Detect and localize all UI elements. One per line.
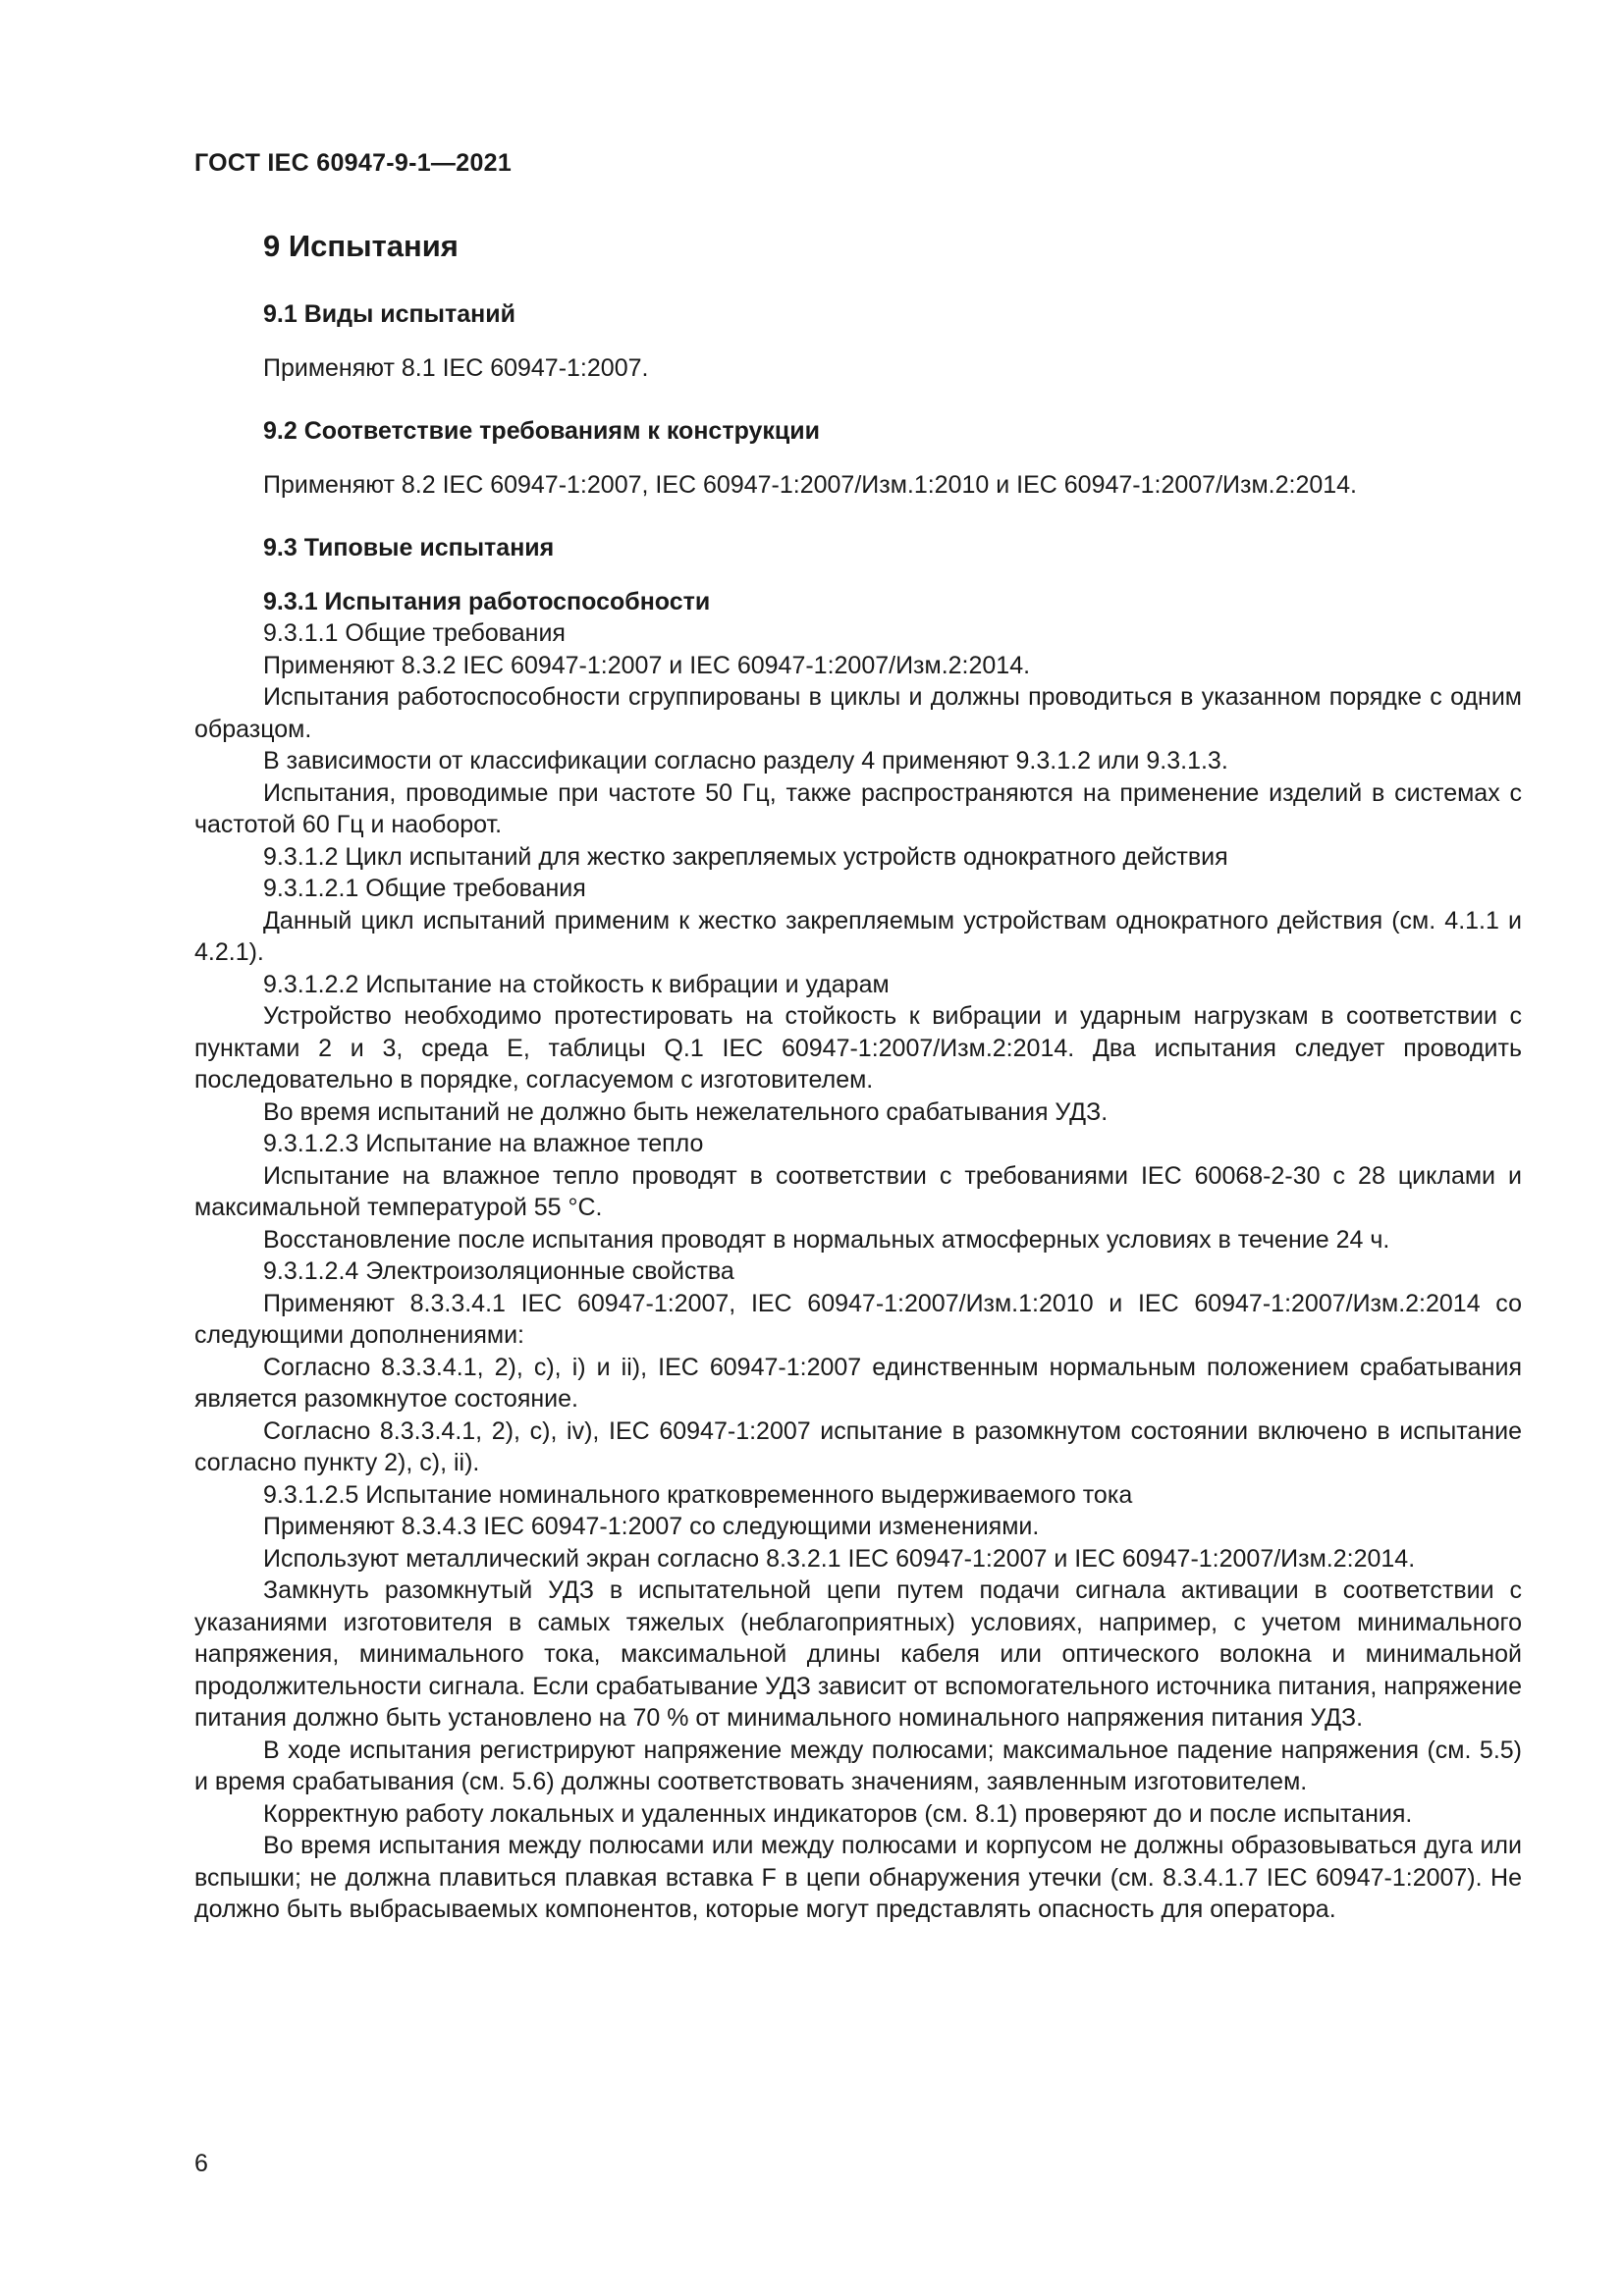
paragraph: 9.3.1.2.3 Испытание на влажное тепло	[263, 1130, 704, 1158]
paragraph: Корректную работу локальных и удаленных индикаторов (см. 8.1) проверяют до и после испытания.	[263, 1799, 1413, 1828]
paragraph: 9.3.1.2 Цикл испытаний для жестко закрепляемых устройств однократного действия	[263, 842, 1228, 871]
subsection-9-1-title: 9.1 Виды испытаний	[263, 300, 515, 329]
paragraph: Во время испытаний не должно быть нежелательного срабатывания УДЗ.	[263, 1097, 1109, 1126]
paragraph: Применяют 8.3.3.4.1 IEC 60947-1:2007, IEC 60947-1:2007/Изм.1:2010 и IEC 60947-1:2007/Изм.2:2014 со следующими дополнениями:	[194, 1289, 1522, 1350]
subsection-9-2-title: 9.2 Соответствие требованиям к конструкции	[263, 417, 821, 446]
paragraph: Используют металлический экран согласно 8.3.2.1 IEC 60947-1:2007 и IEC 60947-1:2007/Изм.2:2014.	[263, 1544, 1416, 1573]
subsection-9-2-text: Применяют 8.2 IEC 60947-1:2007, IEC 60947-1:2007/Изм.1:2010 и IEC 60947-1:2007/Изм.2:2014.	[263, 470, 1358, 499]
paragraph: Данный цикл испытаний применим к жестко закрепляемым устройствам однократного действия (см. 4.1.1 и 4.2.1).	[194, 906, 1522, 967]
paragraph: Испытания, проводимые при частоте 50 Гц, также распространяются на применение изделий в системах с частотой 60 Гц и наоборот.	[194, 778, 1522, 839]
paragraph: Испытание на влажное тепло проводят в соответствии с требованиями IEC 60068-2-30 с 28 циклами и максимальной температурой 55 °C.	[194, 1161, 1522, 1222]
paragraph: В ходе испытания регистрируют напряжение между полюсами; максимальное падение напряжения (см. 5.5) и время срабатывания (см. 5.6) должны соответствовать значениям, заявленным изготовителем.	[194, 1735, 1522, 1796]
paragraph: 9.3.1.2.2 Испытание на стойкость к вибрации и ударам	[263, 970, 890, 998]
page-number: 6	[194, 2150, 208, 2177]
paragraph: Устройство необходимо протестировать на стойкость к вибрации и ударным нагрузкам в соответствии с пунктами 2 и 3, среда E, таблицы Q.1 IEC 60947-1:2007/Изм.2:2014. Два испытания следует проводить последовательно в порядке, согласуемом с изготовителем.	[194, 1002, 1522, 1095]
paragraph: В зависимости от классификации согласно разделу 4 применяют 9.3.1.2 или 9.3.1.3.	[263, 747, 1228, 775]
paragraph: Применяют 8.3.4.3 IEC 60947-1:2007 со следующими изменениями.	[263, 1513, 1040, 1541]
paragraph: 9.3.1.1 Общие требования	[263, 619, 566, 648]
paragraph: Испытания работоспособности сгруппированы в циклы и должны проводиться в указанном порядке с одним образцом.	[194, 683, 1522, 743]
paragraph: Во время испытания между полюсами или между полюсами и корпусом не должны образовываться дуга или вспышки; не должна плавиться плавкая вставка F в цепи обнаружения утечки (см. 8.3.4.1.7 IEC 60947-1:2007). Не должно быть выбрасываемых компонентов, которые могут представлять опасность для оператора.	[194, 1832, 1522, 1924]
paragraph: 9.3.1.2.1 Общие требования	[263, 875, 586, 903]
subsection-9-3-1-title: 9.3.1 Испытания работоспособности	[263, 587, 711, 615]
paragraph: Согласно 8.3.3.4.1, 2), c), iv), IEC 60947-1:2007 испытание в разомкнутом состоянии включено в испытание согласно пункту 2), c), ii).	[194, 1416, 1522, 1477]
paragraph: Согласно 8.3.3.4.1, 2), c), i) и ii), IEC 60947-1:2007 единственным нормальным положением срабатывания является разомкнутое состояние.	[194, 1353, 1522, 1414]
paragraph: Восстановление после испытания проводят в нормальных атмосферных условиях в течение 24 ч.	[263, 1225, 1390, 1254]
section-title: 9 Испытания	[263, 229, 459, 263]
subsection-9-3-title: 9.3 Типовые испытания	[263, 534, 555, 562]
paragraph: Замкнуть разомкнутый УДЗ в испытательной цепи путем подачи сигнала активации в соответствии с указаниями изготовителя в самых тяжелых (неблагоприятных) условиях, например, с учетом минимального напряжения, минимального тока, максимальной длины кабеля или оптического волокна и минимальной продолжительности сигнала. Если срабатывание УДЗ зависит от вспомогательного источника питания, напряжение питания должно быть установлено на 70 % от минимального номинального напряжения питания УДЗ.	[194, 1576, 1522, 1733]
subsection-9-3-1-body	[194, 617, 1522, 1926]
paragraph: 9.3.1.2.4 Электроизоляционные свойства	[263, 1257, 734, 1286]
subsection-9-1-text: Применяют 8.1 IEC 60947-1:2007.	[263, 353, 649, 382]
document-code-header: ГОСТ IEC 60947-9-1—2021	[194, 149, 513, 177]
paragraph: Применяют 8.3.2 IEC 60947-1:2007 и IEC 60947-1:2007/Изм.2:2014.	[263, 651, 1031, 679]
document-body	[194, 228, 1522, 1926]
paragraph: 9.3.1.2.5 Испытание номинального кратковременного выдерживаемого тока	[263, 1480, 1133, 1509]
